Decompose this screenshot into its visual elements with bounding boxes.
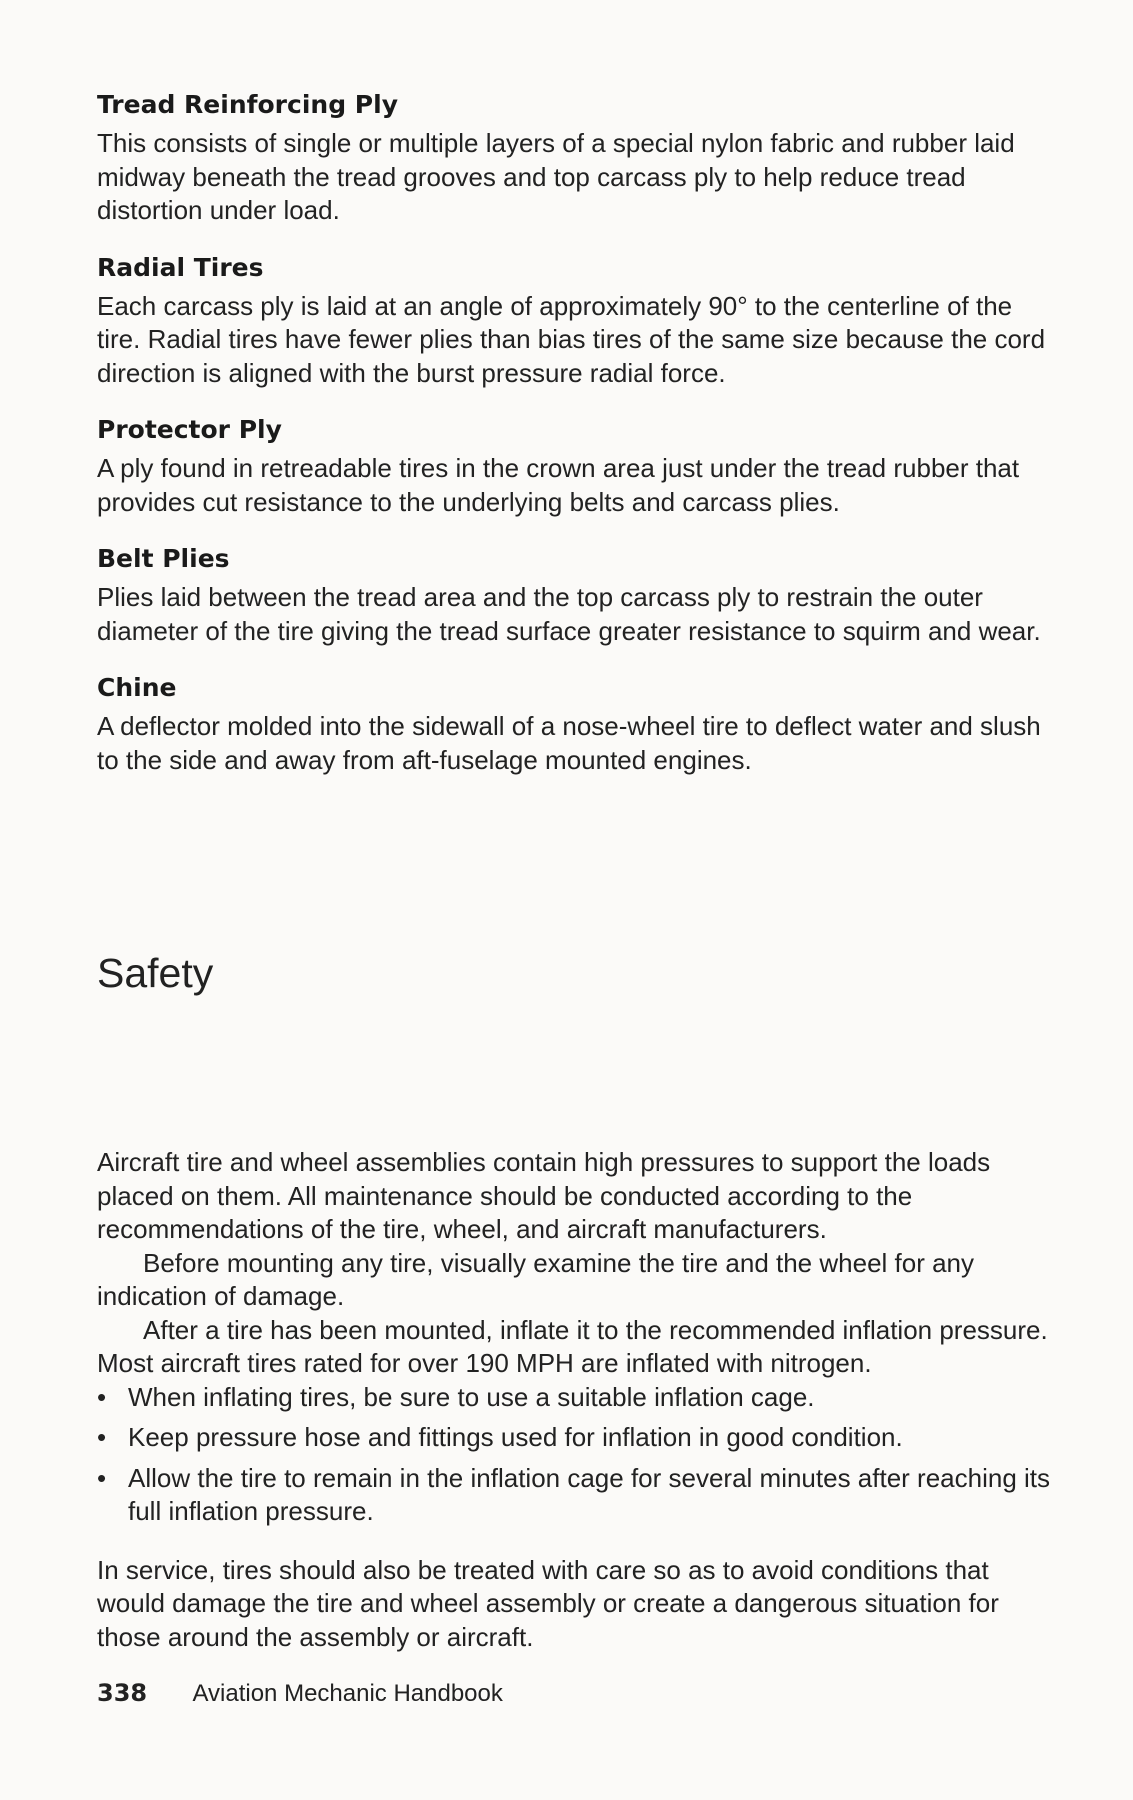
section-title-safety: Safety [97,950,214,996]
term-heading: Belt Plies [97,544,230,573]
term-body: This consists of single or multiple layers of a special nylon fabric and rubber laid midway beneath the tread grooves and top carcass ply to help reduce tread distortion under load. [97,128,1015,225]
list-item-text: Allow the tire to remain in the inflation cage for several minutes after reaching its full inflation pressure. [128,1462,1051,1526]
safety-closing-paragraph: In service, tires should also be treated with care so as to avoid conditions that would damage the tire and wheel assembly or create a dangerous situation for those around the assembly or aircraft. [97,1554,999,1652]
term-body: A ply found in retreadable tires in the crown area just under the tread rubber that provides cut resistance to the underlying belts and carcass plies. [97,453,1020,517]
list-item [97,1462,1057,1529]
bullet-icon: • [97,1462,107,1493]
bullet-icon: • [97,1422,107,1452]
safety-bullet-list [97,1381,1057,1529]
safety-section-body [97,1146,1057,1654]
term-heading: Protector Ply [97,415,282,444]
term-heading: Chine [97,673,177,702]
safety-paragraph: Before mounting any tire, visually examine the tire and the wheel for any indication of damage. [97,1247,975,1311]
term-body: Each carcass ply is laid at an angle of approximately 90° to the centerline of the tire. Radial tires have fewer plies than bias tires of the same size because the cord direction is aligned with the burst pressure radial force. [97,290,1046,388]
term-radial-tires [97,251,1057,391]
term-body: Plies laid between the tread area and the top carcass ply to restrain the outer diameter of the tire giving the tread surface greater resistance to squirm and wear. [97,582,1041,646]
term-heading: Radial Tires [97,252,264,282]
list-item-text: Keep pressure hose and fittings used for inflation in good condition. [128,1422,903,1452]
term-protector-ply [97,413,1057,519]
page-number: 338 [97,1679,148,1707]
term-belt-plies [97,542,1057,648]
term-heading: Tread Reinforcing Ply [97,90,398,119]
page-footer [97,1678,503,1709]
list-item-text: When inflating tires, be sure to use a suitable inflation cage. [128,1381,815,1412]
bullet-icon: • [97,1381,107,1412]
list-item [97,1381,1057,1415]
term-body: A deflector molded into the sidewall of a nose-wheel tire to deflect water and slush to the side and away from aft-fuselage mounted engines. [97,711,1041,775]
term-tread-reinforcing-ply [97,88,1057,228]
safety-paragraph: Aircraft tire and wheel assemblies contain high pressures to support the loads placed on them. All maintenance should be conducted according to the recommendations of the tire, wheel, and aircraft manufacturers. [97,1147,991,1244]
safety-paragraph: After a tire has been mounted, inflate it to the recommended inflation pressure. Most aircraft tires rated for over 190 MPH are inflated with nitrogen. [97,1314,1048,1378]
page-content [97,88,1057,1652]
list-item [97,1421,1057,1455]
term-chine [97,671,1057,777]
book-title: Aviation Mechanic Handbook [192,1680,503,1707]
